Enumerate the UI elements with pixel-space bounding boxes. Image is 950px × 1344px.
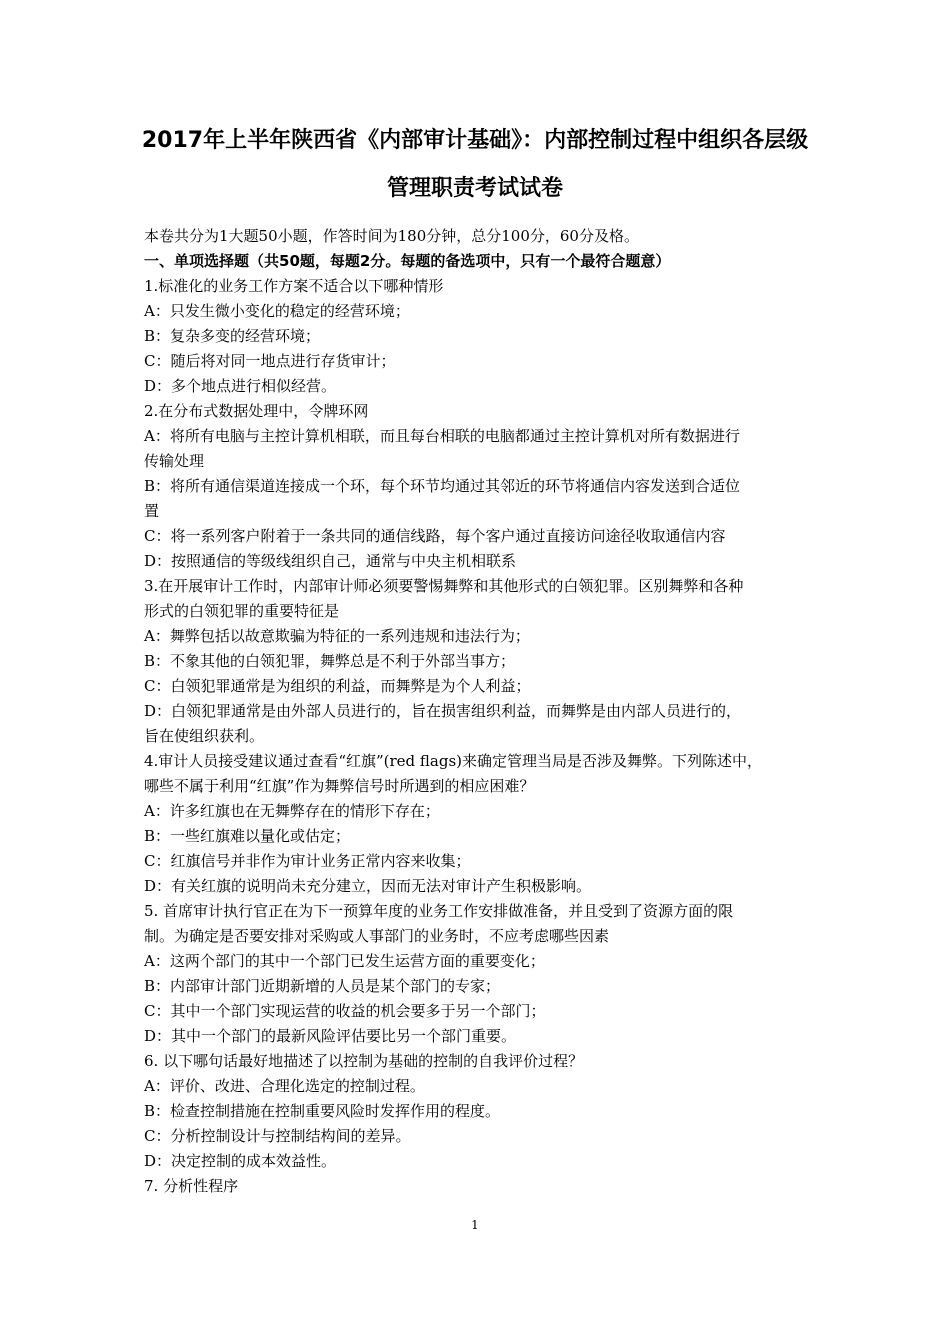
text-line: D：决定控制的成本效益性。	[144, 1152, 337, 1170]
text-line: 4.审计人员接受建议通过查看“红旗”(red flags)来确定管理当局是否涉及舞弊。下列陈述中，	[144, 752, 763, 770]
exam-intro: 本卷共分为1大题50小题，作答时间为180分钟，总分100分，60分及格。	[144, 227, 639, 245]
text-line: B：检查控制措施在控制重要风险时发挥作用的程度。	[144, 1102, 501, 1120]
text-line: 置	[144, 502, 160, 520]
text-line: B：一些红旗难以量化或估定；	[144, 827, 351, 845]
text-line: A：将所有电脑与主控计算机相联，而且每台相联的电脑都通过主控计算机对所有数据进行	[144, 427, 740, 445]
text-line: 传输处理	[144, 452, 205, 470]
document-title-line-2: 管理职责考试试卷	[386, 176, 563, 201]
text-line: C：将一系列客户附着于一条共同的通信线路，每个客户通过直接访问途径收取通信内容	[144, 527, 726, 545]
text-line: C：随后将对同一地点进行存货审计；	[144, 352, 396, 370]
text-line: B：不象其他的白领犯罪，舞弊总是不利于外部当事方；	[144, 652, 516, 670]
text-line: C：分析控制设计与控制结构间的差异。	[144, 1127, 411, 1145]
text-line: D：白领犯罪通常是由外部人员进行的，旨在损害组织利益，而舞弊是由内部人员进行的，	[144, 702, 742, 720]
text-line: A：舞弊包括以故意欺骗为特征的一系列违规和违法行为；	[144, 627, 530, 645]
text-line: 制。为确定是否要安排对采购或人事部门的业务时，不应考虑哪些因素	[144, 927, 610, 945]
text-line: 1.标准化的业务工作方案不适合以下哪种情形	[144, 277, 444, 295]
text-line: 5. 首席审计执行官正在为下一预算年度的业务工作安排做准备，并且受到了资源方面的限	[144, 902, 734, 920]
text-line: A：许多红旗也在无舞弊存在的情形下存在；	[144, 802, 440, 820]
text-line: 哪些不属于利用“红旗”作为舞弊信号时所遇到的相应困难？	[144, 777, 535, 795]
text-line: C：红旗信号并非作为审计业务正常内容来收集；	[144, 852, 471, 870]
text-line: B：复杂多变的经营环境；	[144, 327, 321, 345]
text-line: D：其中一个部门的最新风险评估要比另一个部门重要。	[144, 1027, 517, 1045]
document-title-line-1: 2017年上半年陕西省《内部审计基础》：内部控制过程中组织各层级	[141, 128, 809, 153]
text-line: A：只发生微小变化的稳定的经营环境；	[144, 302, 410, 320]
text-line: D：多个地点进行相似经营。	[144, 377, 337, 395]
text-line: B：将所有通信渠道连接成一个环，每个环节均通过其邻近的环节将通信内容发送到合适位	[144, 477, 741, 495]
text-line: 旨在使组织获利。	[144, 727, 265, 745]
text-line: D：有关红旗的说明尚未充分建立，因而无法对审计产生积极影响。	[144, 877, 592, 895]
section-heading: 一、单项选择题（共50题，每题2分。每题的备选项中，只有一个最符合题意）	[144, 252, 671, 270]
text-line: A：这两个部门的其中一个部门已发生运营方面的重要变化；	[144, 952, 545, 970]
text-line: D：按照通信的等级线组织自己，通常与中央主机相联系	[144, 552, 517, 570]
text-line: B：内部审计部门近期新增的人员是某个部门的专家；	[144, 977, 501, 995]
text-line: 3.在开展审计工作时，内部审计师必须要警惕舞弊和其他形式的白领犯罪。区别舞弊和各种	[144, 577, 744, 595]
text-line: 形式的白领犯罪的重要特征是	[144, 602, 340, 620]
text-line: C：白领犯罪通常是为组织的利益，而舞弊是为个人利益；	[144, 677, 531, 695]
text-line: 6. 以下哪句话最好地描述了以控制为基础的控制的自我评价过程？	[144, 1052, 584, 1070]
document-body	[144, 224, 820, 1199]
question-list	[144, 274, 820, 1199]
text-line: A：评价、改进、合理化选定的控制过程。	[144, 1077, 425, 1095]
page-number: 1	[471, 1218, 479, 1232]
text-line: C：其中一个部门实现运营的收益的机会要多于另一个部门；	[144, 1002, 546, 1020]
text-line: 2.在分布式数据处理中，令牌环网	[144, 402, 369, 420]
text-line: 7. 分析性程序	[144, 1177, 239, 1195]
